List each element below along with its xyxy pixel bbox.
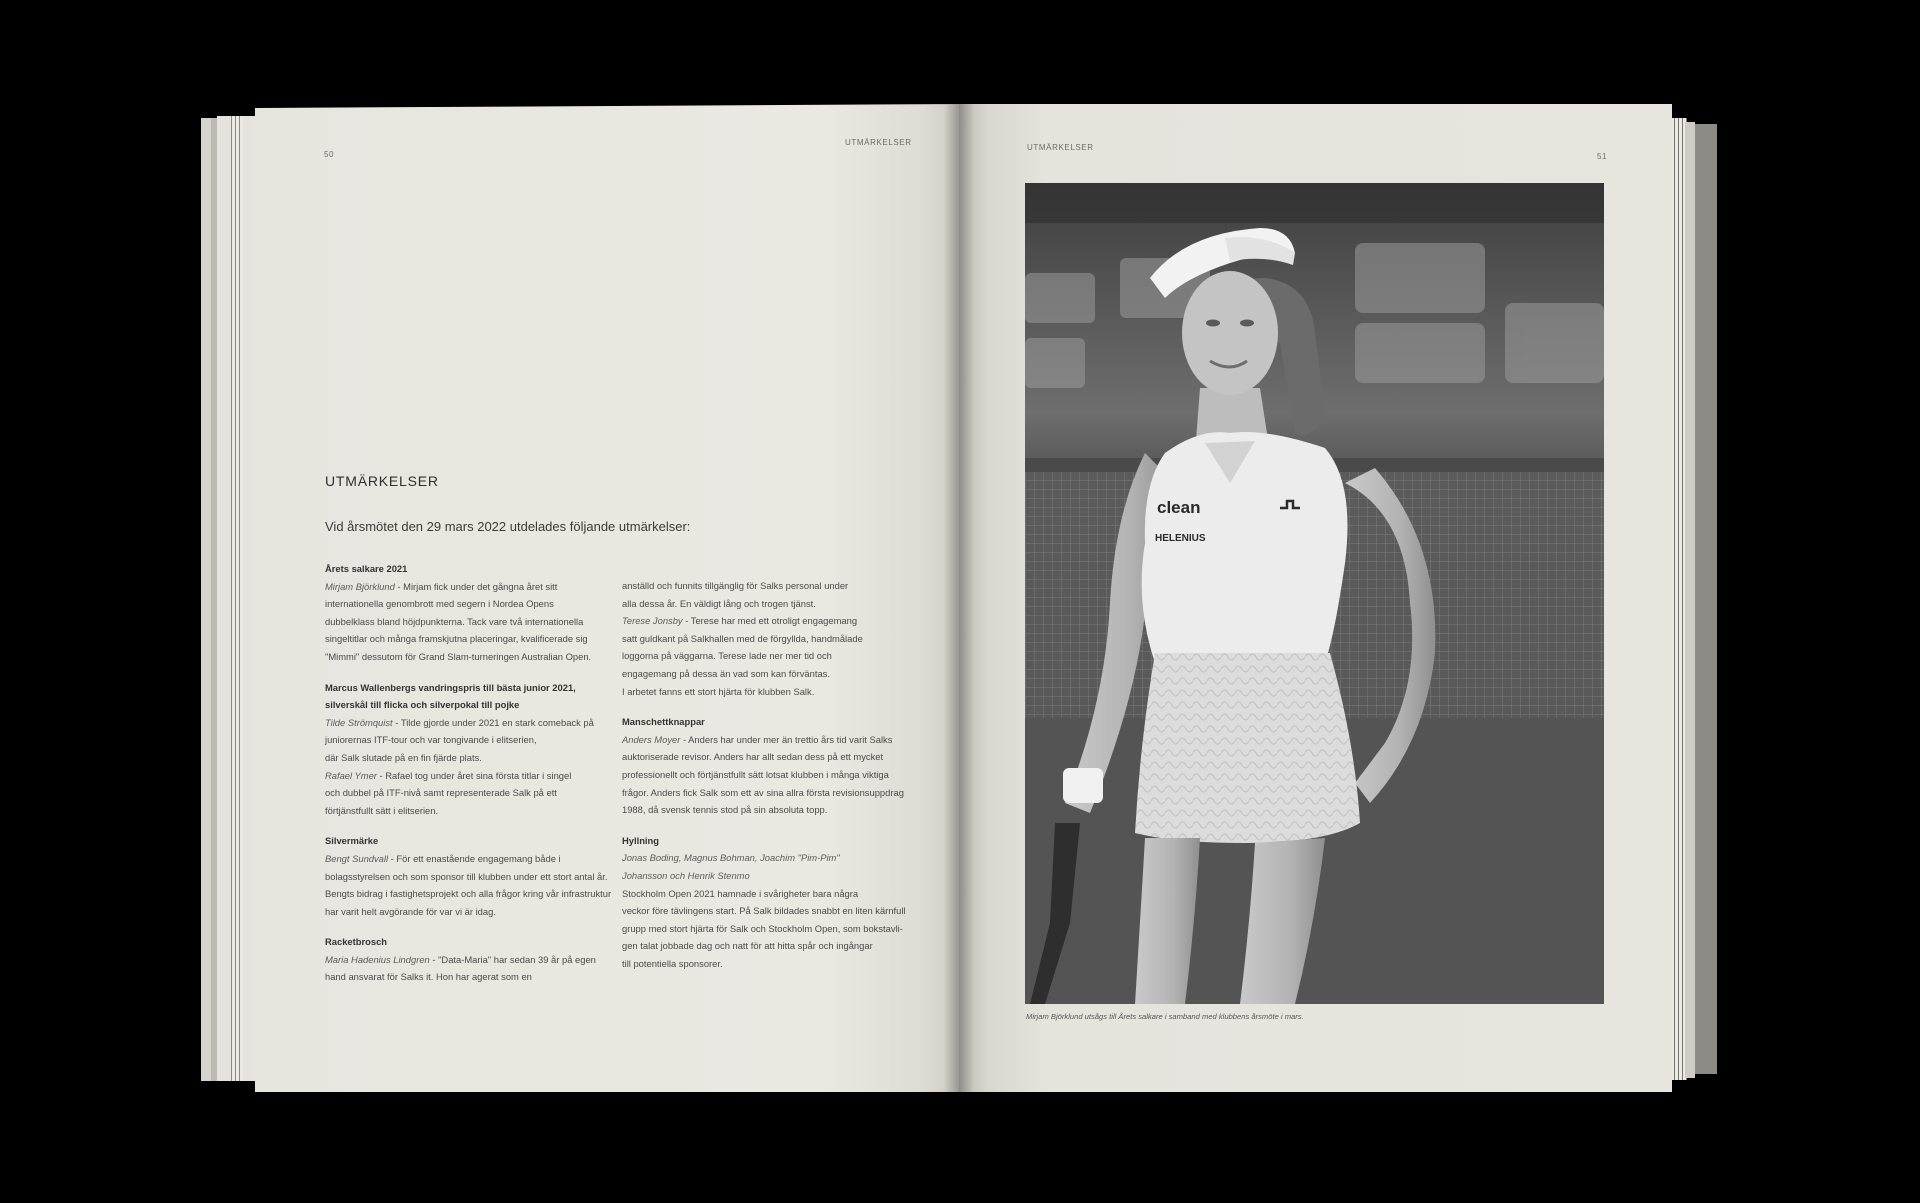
body-line — [325, 714, 615, 732]
recipient-name: Rafael Ymer — [325, 769, 377, 781]
body-line — [325, 951, 615, 969]
body-line — [622, 885, 922, 903]
section-title: UTMÄRKELSER — [325, 473, 439, 489]
award-heading — [325, 933, 615, 951]
line-text: till potentiella sponsorer. — [622, 957, 723, 969]
line-text: Bengts bidrag i fastighetsprojekt och alla frågor kring vår infrastruktur — [325, 888, 612, 900]
body-line — [325, 868, 615, 886]
page-number-right: 51 — [1597, 152, 1608, 161]
page-number-left: 50 — [324, 150, 335, 159]
recipient-name: Mirjam Björklund — [325, 580, 395, 592]
recipient-name: Jonas Boding, Magnus Bohman, Joachim "Pim-Pim" — [622, 852, 840, 864]
line-text: och dubbel på ITF-nivå samt representerade Salk på ett — [325, 787, 557, 799]
line-text: professionellt och förtjänstfullt sätt lotsat klubben i många viktiga — [622, 768, 889, 780]
body-line — [622, 748, 922, 766]
line-text: bolagsstyrelsen och som sponsor till klubben under ett stort antal år. — [325, 870, 608, 882]
recipient-name: Maria Hadenius Lindgren — [325, 953, 430, 965]
photo-caption: Mirjam Björklund utsågs till Årets salkare i samband med klubbens årsmöte i mars. — [1026, 1012, 1304, 1021]
recipient-name: Johansson och Henrik Stenmo — [622, 869, 750, 881]
body-line — [622, 731, 922, 749]
paragraph-gap — [622, 819, 922, 832]
body-line — [325, 630, 615, 648]
recipient-name: Tilde Strömquist — [325, 716, 393, 728]
line-text: - Anders har under mer än trettio års tid varit Salks — [680, 733, 893, 745]
award-heading — [325, 679, 615, 697]
line-text: gen talat jobbade dag och natt för att hitta spår och ingångar — [622, 940, 873, 952]
line-text: har varit helt avgörande för var vi är idag. — [325, 905, 496, 917]
line-text: dubbelklass bland höjdpunkterna. Tack vare två internationella — [325, 615, 584, 627]
line-text: veckor före tävlingens start. På Salk bildades snabbt en liten kärnfull — [622, 905, 906, 917]
paragraph-gap — [622, 700, 922, 713]
body-line — [325, 613, 615, 631]
body-line — [325, 578, 615, 596]
award-heading — [325, 560, 615, 578]
shirt-sponsor-text: HELENIUS — [1155, 533, 1206, 544]
line-text: anställd och funnits tillgänglig för Salks personal under — [622, 580, 849, 591]
line-text: Hyllning — [622, 834, 659, 846]
body-line — [622, 784, 922, 802]
paragraph-gap — [325, 920, 615, 933]
body-line — [325, 968, 615, 986]
line-text: alla dessa år. En väldigt lång och trogen tjänst. — [622, 597, 816, 609]
body-line — [622, 647, 922, 665]
body-line — [325, 802, 615, 820]
body-line — [622, 867, 922, 885]
line-text: internationella genombrott med segern i Nordea Opens — [325, 598, 554, 610]
spine-gutter-shadow — [944, 104, 974, 1092]
body-line — [622, 665, 922, 683]
body-line — [622, 577, 922, 595]
body-line — [622, 849, 922, 867]
line-text: Silvermärke — [325, 835, 379, 847]
line-text: frågor. Anders fick Salk som ett av sina allra första revisionsuppdrag — [622, 786, 904, 798]
award-heading — [325, 696, 615, 714]
body-line — [622, 630, 922, 648]
body-line — [622, 612, 922, 630]
line-text: engagemang på dessa än vad som kan förväntas. — [622, 667, 830, 679]
award-heading — [325, 832, 615, 850]
body-line — [325, 595, 615, 613]
line-text: juniorernas ITF-tour och var tongivande i elitserien, — [325, 734, 537, 746]
body-line — [622, 801, 922, 819]
body-line — [325, 885, 615, 903]
line-text: auktoriserade revisor. Anders har allt sedan dess på ett mycket — [622, 751, 884, 763]
line-text: grupp med stort hjärta för Salk och Stockholm Open, som bokstavli- — [622, 922, 903, 934]
line-text: Marcus Wallenbergs vandringspris till bästa junior 2021, — [325, 681, 576, 693]
line-text: Racketbrosch — [325, 936, 388, 948]
page-edge-right — [1695, 124, 1717, 1074]
page-edge-right — [1685, 122, 1695, 1078]
line-text: Stockholm Open 2021 hamnade i svårigheter bara några — [622, 887, 859, 899]
text-column-right — [622, 577, 922, 972]
shirt-logo-clean: clean — [1157, 498, 1201, 517]
body-line — [622, 683, 922, 701]
recipient-name: Terese Jonsby — [622, 615, 683, 627]
body-line — [622, 955, 922, 973]
line-text: - Rafael tog under året sina första titlar i singel — [376, 769, 572, 781]
line-text: - För ett enastående engagemang både i — [388, 852, 561, 864]
body-line — [325, 731, 615, 749]
line-text: singeltitlar och många framskjutna placeringar, kvalificerade sig — [325, 633, 588, 645]
paragraph-gap — [325, 666, 615, 679]
recipient-name: Bengt Sundvall — [325, 852, 389, 864]
line-text: där Salk slutade på en fin fjärde plats. — [325, 751, 482, 763]
running-head-left: UTMÄRKELSER — [845, 138, 912, 147]
body-line — [622, 937, 922, 955]
body-line — [325, 648, 615, 666]
running-head-right: UTMÄRKELSER — [1027, 143, 1094, 152]
body-line — [622, 920, 922, 938]
body-line — [325, 784, 615, 802]
page-edge-left — [201, 118, 211, 1081]
paragraph-gap — [325, 819, 615, 832]
body-line — [622, 766, 922, 784]
line-text: förtjänstfullt sätt i elitserien. — [325, 804, 439, 816]
line-text: loggorna på väggarna. Terese lade ner mer tid och — [622, 650, 832, 662]
body-line — [622, 902, 922, 920]
line-text: I arbetet fanns ett stort hjärta för klubben Salk. — [622, 685, 815, 697]
line-text: Årets salkare 2021 — [325, 563, 408, 574]
intro-text: Vid årsmötet den 29 mars 2022 utdelades följande utmärkelser: — [325, 519, 691, 534]
line-text: - Tilde gjorde under 2021 en stark comeback på — [392, 716, 594, 728]
tennis-player-photo — [1025, 183, 1604, 1004]
line-text: 1988, då svensk tennis stod på sin absoluta topp. — [622, 804, 828, 816]
line-text: Manschettknappar — [622, 716, 705, 728]
line-text: - Terese har med ett otroligt engagemang — [682, 615, 858, 627]
line-text: - "Data-Maria" har sedan 39 år på egen — [429, 953, 596, 965]
line-text: - Mirjam fick under det gångna året sitt — [394, 580, 558, 592]
line-text: "Mimmi" dessutom för Grand Slam-turneringen Australian Open. — [325, 650, 592, 662]
body-line — [325, 767, 615, 785]
line-text: silverskål till flicka och silverpokal till pojke — [325, 699, 520, 711]
line-text: satt guldkant på Salkhallen med de förgyllda, handmålade — [622, 632, 863, 644]
award-heading — [622, 713, 922, 731]
page-edge-left-stack — [231, 116, 243, 1081]
body-line — [325, 850, 615, 868]
body-line — [325, 749, 615, 767]
body-line — [325, 903, 615, 921]
award-heading — [622, 832, 922, 850]
text-column-left — [325, 560, 615, 986]
recipient-name: Anders Moyer — [622, 733, 681, 745]
body-line — [622, 595, 922, 613]
line-text: hand ansvarat för Salks it. Hon har agerat som en — [325, 971, 532, 983]
